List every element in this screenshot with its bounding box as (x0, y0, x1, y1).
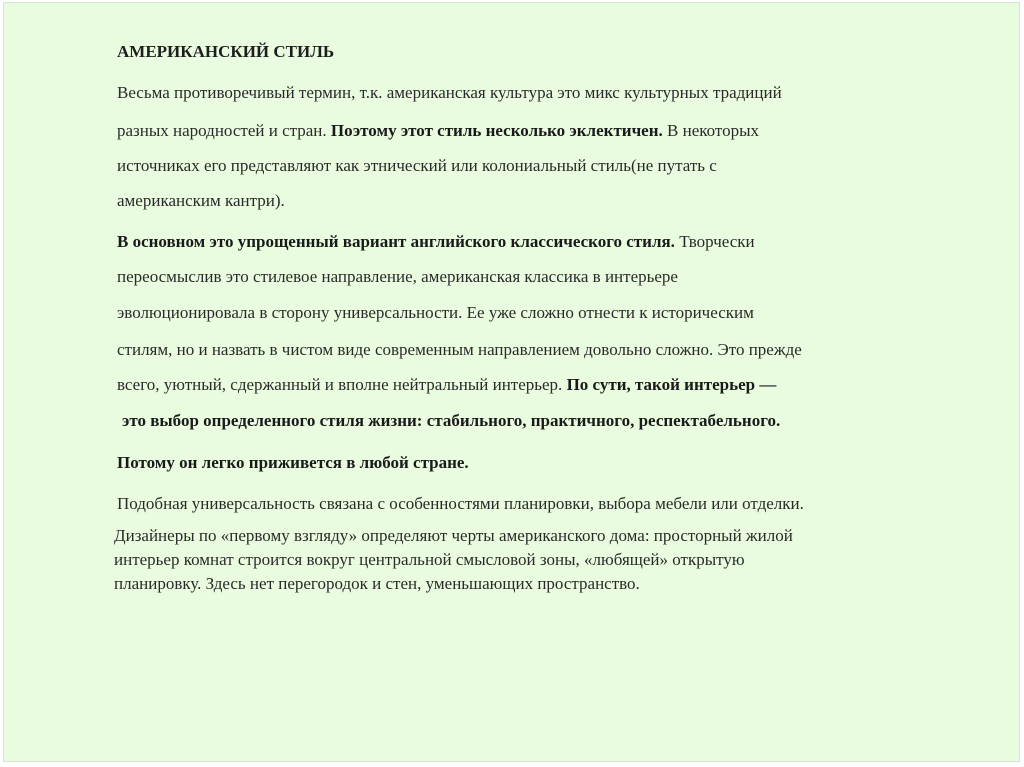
bold-span: По сути, такой интерьер — (566, 375, 777, 394)
slide-title: АМЕРИКАНСКИЙ СТИЛЬ (117, 42, 335, 61)
text-span: разных народностей и стран. (117, 121, 331, 140)
bold-span: Потому он легко приживется в любой стране. (117, 453, 469, 472)
paragraph-1-line-3: источниках его представляют как этнический или колониальный стиль(не путать с (117, 156, 717, 175)
paragraph-1-line-2 (117, 121, 759, 141)
paragraph-2-line-3: эволюционировала в сторону универсальности. Ее уже сложно отнести к историческим (117, 303, 754, 322)
paragraph-3 (117, 453, 469, 473)
paragraph-5-line-2: интерьер комнат строится вокруг центральной смысловой зоны, «любящей» открытую (114, 550, 745, 569)
text-span: Творчески (674, 232, 755, 251)
text-span: В некоторых (662, 121, 760, 140)
paragraph-5-line-3: планировку. Здесь нет перегородок и стен, уменьшающих пространство. (114, 574, 640, 593)
paragraph-2-line-1 (117, 232, 755, 252)
paragraph-2-line-6 (122, 411, 780, 431)
paragraph-5-line-1: Дизайнеры по «первому взгляду» определяют черты американского дома: просторный жилой (114, 526, 793, 545)
text-span: всего, уютный, сдержанный и вполне нейтральный интерьер. (117, 375, 567, 394)
paragraph-1-line-1: Весьма противоречивый термин, т.к. американская культура это микс культурных традиций (117, 83, 782, 102)
paragraph-2-line-4: стилям, но и назвать в чистом виде современным направлением довольно сложно. Это прежде (117, 340, 802, 359)
bold-span: это выбор определенного стиля жизни: стабильного, практичного, респектабельного. (122, 411, 781, 430)
paragraph-2-line-5 (117, 375, 776, 395)
paragraph-4: Подобная универсальность связана с особенностями планировки, выбора мебели или отделки. (117, 494, 804, 513)
paragraph-2-line-2: переосмыслив это стилевое направление, американская классика в интерьере (117, 267, 678, 286)
bold-span: Поэтому этот стиль несколько эклектичен. (330, 121, 663, 140)
slide (3, 2, 1020, 762)
bold-span: В основном это упрощенный вариант английского классического стиля. (117, 232, 675, 251)
paragraph-1-line-4: американским кантри). (117, 191, 285, 210)
